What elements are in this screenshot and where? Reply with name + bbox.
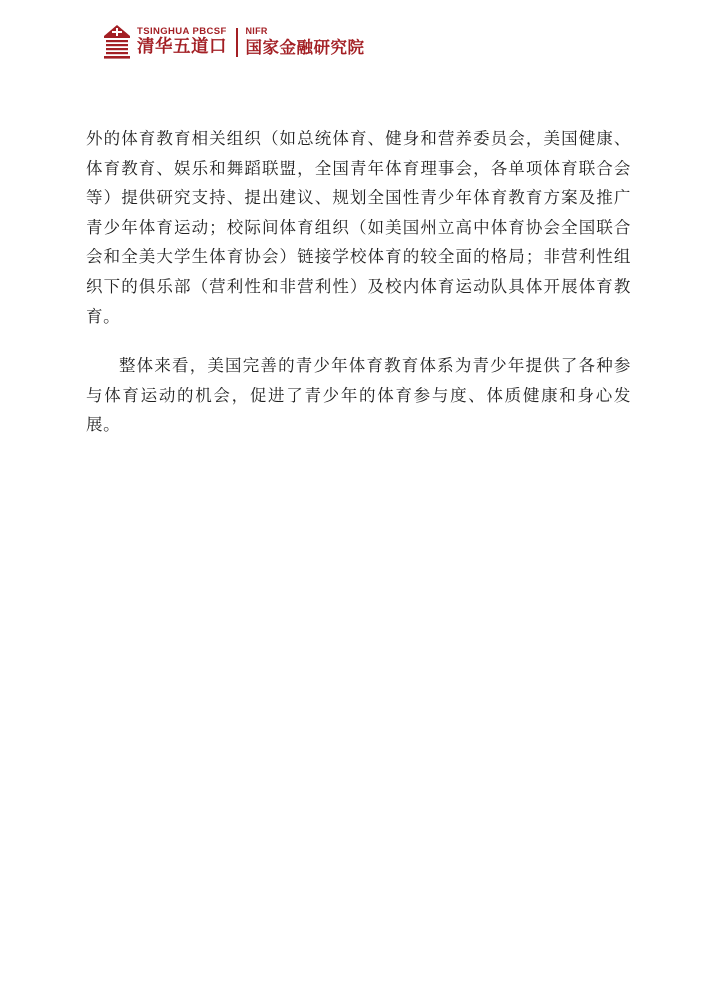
institute-chinese-name: 国家金融研究院 xyxy=(245,38,365,57)
brand-nifr xyxy=(246,26,365,58)
institute-abbreviation: NIFR xyxy=(245,26,268,36)
page-header xyxy=(101,22,365,62)
paragraph-2: 整体来看，美国完善的青少年体育教育体系为青少年提供了各种参与体育运动的机会，促进了青少年的体育参与度、体质健康和身心发展。 xyxy=(86,356,631,435)
brand-tsinghua xyxy=(137,26,227,58)
header-divider xyxy=(236,28,238,57)
document-body xyxy=(86,124,631,440)
brand-chinese-name: 清华五道口 xyxy=(137,37,227,57)
paragraph-1: 外的体育教育相关组织（如总统体育、健身和营养委员会，美国健康、体育教育、娱乐和舞蹈联盟，全国青年体育理事会，各单项体育联合会等）提供研究支持、提出建议、规划全国性青少年体育教育方案及推广青少年体育运动；校际间体育组织（如美国州立高中体育协会全国联合会和全美大学生体育协会）链接学校体育的较全面的格局；非营利性组织下的俱乐部（营利性和非营利性）及校内体育运动队具体开展体育教育。 xyxy=(86,129,631,326)
brand-english-name: TSINGHUA PBCSF xyxy=(137,26,227,37)
tsinghua-pbcsf-logo-icon xyxy=(101,24,133,60)
